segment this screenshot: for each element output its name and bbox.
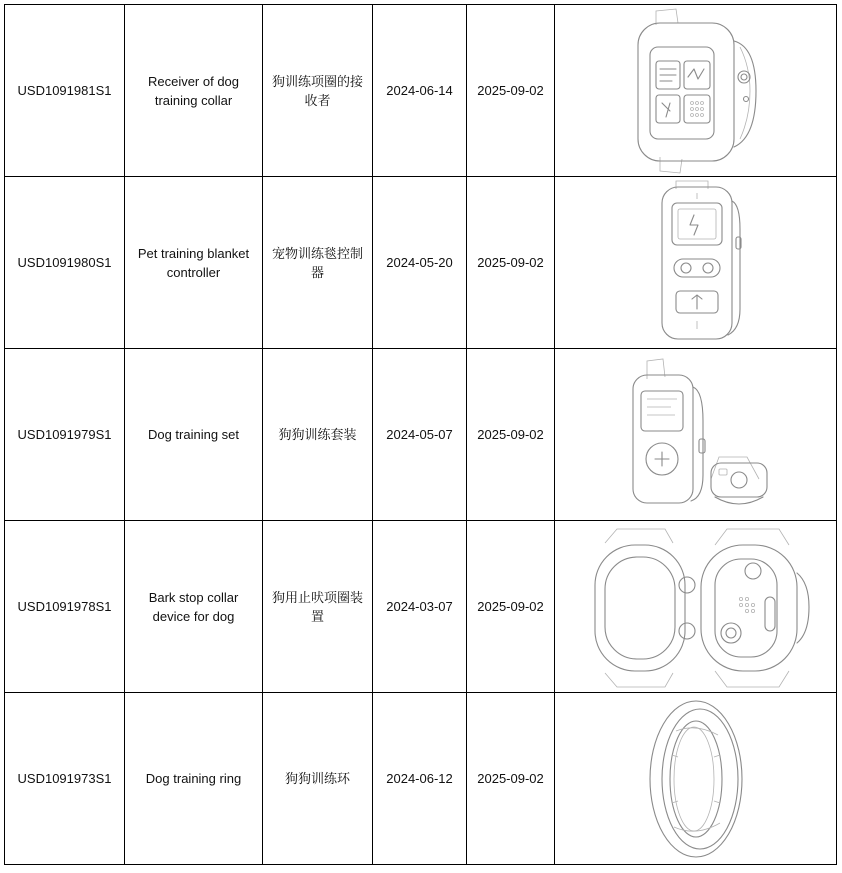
table-row bbox=[5, 5, 837, 177]
design-drawing-cell bbox=[555, 177, 837, 349]
title-english: Pet training blanket controller bbox=[125, 177, 263, 349]
title-english: Bark stop collar device for dog bbox=[125, 521, 263, 693]
design-drawing-cell bbox=[555, 521, 837, 693]
collar-receiver-drawing bbox=[616, 7, 776, 175]
table-row bbox=[5, 349, 837, 521]
title-english: Dog training ring bbox=[125, 693, 263, 865]
training-ring-drawing bbox=[616, 695, 776, 863]
training-set-drawing bbox=[611, 351, 781, 519]
table-row bbox=[5, 521, 837, 693]
design-drawing-cell bbox=[555, 5, 837, 177]
grant-date: 2025-09-02 bbox=[467, 693, 555, 865]
design-drawing-cell bbox=[555, 693, 837, 865]
title-chinese: 狗狗训练环 bbox=[263, 693, 373, 865]
title-chinese: 狗狗训练套装 bbox=[263, 349, 373, 521]
grant-date: 2025-09-02 bbox=[467, 521, 555, 693]
remote-controller-drawing bbox=[616, 179, 776, 347]
table-row bbox=[5, 693, 837, 865]
title-chinese: 宠物训练毯控制器 bbox=[263, 177, 373, 349]
patent-number: USD1091978S1 bbox=[5, 521, 125, 693]
patent-table bbox=[4, 4, 837, 865]
bark-collar-drawing bbox=[581, 523, 811, 691]
patent-number: USD1091973S1 bbox=[5, 693, 125, 865]
patent-number: USD1091980S1 bbox=[5, 177, 125, 349]
filing-date: 2024-05-20 bbox=[373, 177, 467, 349]
filing-date: 2024-05-07 bbox=[373, 349, 467, 521]
filing-date: 2024-06-14 bbox=[373, 5, 467, 177]
title-english: Dog training set bbox=[125, 349, 263, 521]
title-english: Receiver of dog training collar bbox=[125, 5, 263, 177]
grant-date: 2025-09-02 bbox=[467, 5, 555, 177]
filing-date: 2024-03-07 bbox=[373, 521, 467, 693]
patent-number: USD1091979S1 bbox=[5, 349, 125, 521]
title-chinese: 狗用止吠项圈装置 bbox=[263, 521, 373, 693]
title-chinese: 狗训练项圈的接收者 bbox=[263, 5, 373, 177]
table-row bbox=[5, 177, 837, 349]
patent-number: USD1091981S1 bbox=[5, 5, 125, 177]
grant-date: 2025-09-02 bbox=[467, 177, 555, 349]
grant-date: 2025-09-02 bbox=[467, 349, 555, 521]
filing-date: 2024-06-12 bbox=[373, 693, 467, 865]
design-drawing-cell bbox=[555, 349, 837, 521]
